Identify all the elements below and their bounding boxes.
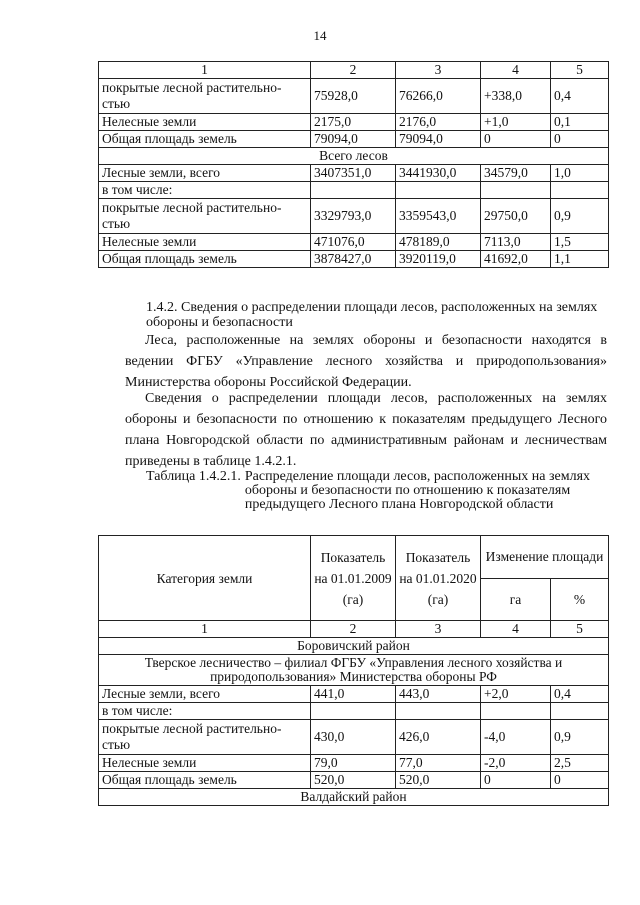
cell-value: 29750,0	[481, 199, 551, 234]
header-num-5: 5	[551, 621, 609, 638]
cell-value: +2,0	[481, 686, 551, 703]
cell-empty	[551, 703, 609, 720]
table-row	[99, 720, 609, 755]
row-label: Нелесные земли	[99, 234, 311, 251]
table-row	[99, 131, 609, 148]
cell-value: 426,0	[396, 720, 481, 755]
cell-value: 443,0	[396, 686, 481, 703]
table-row	[99, 79, 609, 114]
forestry-title: Тверское лесничество – филиал ФГБУ «Управления лесного хозяйства и природопользования» Министерства обороны РФ	[99, 655, 609, 686]
table-row	[99, 165, 609, 182]
row-label: Лесные земли, всего	[99, 165, 311, 182]
header-num-1: 1	[99, 62, 311, 79]
cell-value: 1,1	[551, 251, 609, 268]
header-num-4: 4	[481, 621, 551, 638]
cell-value: 478189,0	[396, 234, 481, 251]
table-row	[99, 755, 609, 772]
table-caption	[146, 470, 606, 512]
cell-value: 0,9	[551, 199, 609, 234]
forestry-row	[99, 655, 609, 686]
table-header-numbers	[99, 621, 609, 638]
cell-value: 79094,0	[311, 131, 396, 148]
header-percent: %	[551, 578, 609, 621]
cell-value: 34579,0	[481, 165, 551, 182]
row-label: Общая площадь земель	[99, 131, 311, 148]
paragraph-defense-lands: Леса, расположенные на землях обороны и безопасности находятся в ведении ФГБУ «Управление лесного хозяйства и природопользования» Министерства обороны Российской Федерации.	[125, 333, 607, 390]
cell-value: 2,5	[551, 755, 609, 772]
cell-value: 2176,0	[396, 114, 481, 131]
cell-value: 7113,0	[481, 234, 551, 251]
header-ha: га	[481, 578, 551, 621]
cell-value: 3441930,0	[396, 165, 481, 182]
table-caption-number: Таблица 1.4.2.1.	[146, 469, 241, 484]
cell-value: 41692,0	[481, 251, 551, 268]
table-row	[99, 686, 609, 703]
table-row	[99, 199, 609, 234]
section-row	[99, 148, 609, 165]
row-label: в том числе:	[99, 182, 311, 199]
cell-value: 0	[481, 131, 551, 148]
table-caption-text: Распределение площади лесов, расположенных на землях обороны и безопасности по отношению к показателям предыдущего Лесного плана Новгородской области	[244, 470, 591, 512]
section-title: Всего лесов	[99, 148, 609, 165]
cell-value: 520,0	[396, 772, 481, 789]
district-title: Валдайский район	[99, 789, 609, 806]
header-num-5: 5	[551, 62, 609, 79]
row-label: Нелесные земли	[99, 114, 311, 131]
header-indicator-2020: Показатель на 01.01.2020 (га)	[396, 536, 481, 621]
table-row	[99, 114, 609, 131]
cell-empty	[396, 703, 481, 720]
cell-value: 1,0	[551, 165, 609, 182]
district-row	[99, 789, 609, 806]
row-label: Нелесные земли	[99, 755, 311, 772]
cell-value: 0,4	[551, 79, 609, 114]
table-row	[99, 234, 609, 251]
row-label: Общая площадь земель	[99, 251, 311, 268]
table-header-numbers	[99, 62, 609, 79]
header-category: Категория земли	[99, 536, 311, 621]
table-row	[99, 703, 609, 720]
header-num-3: 3	[396, 62, 481, 79]
section-heading: 1.4.2. Сведения о распределении площади лесов, расположенных на землях обороны и безопасности	[146, 300, 598, 330]
header-num-2: 2	[311, 621, 396, 638]
row-label: покрытые лесной растительно-стью	[99, 199, 311, 234]
cell-value: 0,9	[551, 720, 609, 755]
cell-empty	[551, 182, 609, 199]
cell-value: 3407351,0	[311, 165, 396, 182]
cell-value: 471076,0	[311, 234, 396, 251]
district-row	[99, 638, 609, 655]
forest-area-table-continued	[98, 61, 609, 268]
district-title: Боровичский район	[99, 638, 609, 655]
table-row	[99, 251, 609, 268]
cell-value: 3920119,0	[396, 251, 481, 268]
table-row	[99, 772, 609, 789]
cell-value: 3878427,0	[311, 251, 396, 268]
cell-value: 76266,0	[396, 79, 481, 114]
cell-value: 0	[551, 131, 609, 148]
row-label: Лесные земли, всего	[99, 686, 311, 703]
paragraph-distribution: Сведения о распределении площади лесов, расположенных на землях обороны и безопасности по отношению к показателям предыдущего Лесного плана Новгородской области по административным районам и лесничествам приведены в таблице 1.4.2.1.	[125, 391, 607, 469]
cell-value: 441,0	[311, 686, 396, 703]
cell-value: 79094,0	[396, 131, 481, 148]
cell-value: 75928,0	[311, 79, 396, 114]
page-number: 14	[313, 28, 327, 43]
cell-value: 1,5	[551, 234, 609, 251]
cell-empty	[396, 182, 481, 199]
table-row	[99, 182, 609, 199]
cell-value: 0	[551, 772, 609, 789]
header-num-1: 1	[99, 621, 311, 638]
header-indicator-2009: Показатель на 01.01.2009 (га)	[311, 536, 396, 621]
header-change: Изменение площади	[481, 536, 609, 579]
cell-value: 520,0	[311, 772, 396, 789]
cell-value: 77,0	[396, 755, 481, 772]
header-num-3: 3	[396, 621, 481, 638]
cell-value: 3359543,0	[396, 199, 481, 234]
header-num-2: 2	[311, 62, 396, 79]
row-label: покрытые лесной растительно-стью	[99, 79, 311, 114]
cell-value: -4,0	[481, 720, 551, 755]
cell-empty	[311, 703, 396, 720]
cell-empty	[481, 703, 551, 720]
row-label: покрытые лесной растительно-стью	[99, 720, 311, 755]
row-label: Общая площадь земель	[99, 772, 311, 789]
defense-forest-area-table	[98, 535, 609, 806]
cell-value: 0	[481, 772, 551, 789]
cell-value: +338,0	[481, 79, 551, 114]
cell-value: 2175,0	[311, 114, 396, 131]
header-num-4: 4	[481, 62, 551, 79]
cell-value: 3329793,0	[311, 199, 396, 234]
cell-value: 0,1	[551, 114, 609, 131]
cell-empty	[481, 182, 551, 199]
cell-value: +1,0	[481, 114, 551, 131]
cell-empty	[311, 182, 396, 199]
cell-value: 0,4	[551, 686, 609, 703]
cell-value: -2,0	[481, 755, 551, 772]
cell-value: 79,0	[311, 755, 396, 772]
cell-value: 430,0	[311, 720, 396, 755]
table-header	[99, 536, 609, 579]
row-label: в том числе:	[99, 703, 311, 720]
